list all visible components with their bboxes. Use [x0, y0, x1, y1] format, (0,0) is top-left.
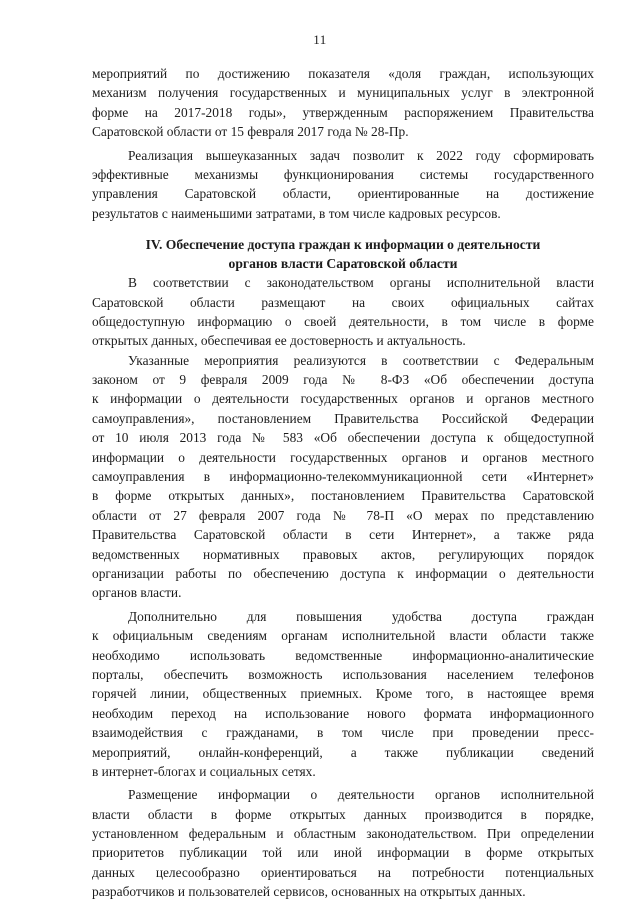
paragraph-3-line: общедоступную информацию о своей деятельности, в том числе в форме: [92, 313, 594, 329]
paragraph-6-line: Размещение информации о деятельности органов исполнительной: [128, 787, 594, 803]
paragraph-5-line: взаимодействия с гражданами, в том числе при проведении пресс-: [92, 725, 594, 741]
paragraph-1: [92, 64, 594, 142]
paragraph-3: [92, 273, 594, 351]
paragraph-4-line: органов власти.: [92, 585, 182, 601]
paragraph-4-line: законом от 9 февраля 2009 года № 8-ФЗ «Об обеспечении доступа: [92, 372, 594, 388]
paragraph-1-line: мероприятий по достижению показателя «доля граждан, использующих: [92, 66, 594, 81]
paragraph-4-line: к информации о деятельности государственных органов и органов местного: [92, 391, 594, 407]
page-number: 11: [313, 32, 327, 47]
section-heading: [92, 235, 594, 273]
section-heading-line: органов власти Саратовской области: [228, 256, 458, 272]
paragraph-5-line: горячей линии, общественных приемных. Кроме того, в настоящее время: [92, 686, 594, 702]
paragraph-4-line: от 10 июля 2013 года № 583 «Об обеспечении доступа к общедоступной: [92, 430, 594, 446]
paragraph-4-line: самоуправления», постановлением Правительства Российской Федерации: [92, 410, 594, 426]
paragraph-6: [92, 785, 594, 901]
paragraph-1-line: механизм получения государственных и муниципальных услуг в электронной: [92, 85, 594, 101]
paragraph-2-line: Реализация вышеуказанных задач позволит к 2022 году сформировать: [128, 147, 594, 163]
paragraph-6-line: приоритетов публикации той или иной информации в форме открытых: [92, 845, 594, 861]
paragraph-2: [92, 146, 594, 224]
paragraph-6-line: разработчиков и пользователей сервисов, основанных на открытых данных.: [92, 884, 526, 900]
paragraph-6-line: власти области в форме открытых данных производится в порядке,: [92, 806, 594, 822]
paragraph-5-line: мероприятий, онлайн-конференций, а также публикации сведений: [92, 744, 594, 760]
paragraph-2-line: управления Саратовской области, ориентированные на достижение: [92, 186, 594, 202]
paragraph-1-line: форме на 2017-2018 годы», утвержденным распоряжением Правительства: [92, 104, 594, 120]
paragraph-3-line: Саратовской области размещают на своих официальных сайтах: [92, 294, 594, 310]
paragraph-4-line: организации работы по обеспечению доступа к информации о деятельности: [92, 565, 594, 581]
paragraph-4-line: Указанные мероприятия реализуются в соответствии с Федеральным: [128, 352, 594, 368]
paragraph-4-line: информации о деятельности государственных органов и органов местного: [92, 449, 594, 465]
paragraph-4-line: ведомственных нормативных правовых актов, регулирующих порядок: [92, 546, 594, 562]
section-heading-line: IV. Обеспечение доступа граждан к информации о деятельности: [145, 237, 541, 253]
paragraph-6-line: установленном федеральным и областным законодательством. При определении: [92, 826, 594, 842]
paragraph-3-line: В соответствии с законодательством органы исполнительной власти: [128, 275, 594, 291]
paragraph-4: [92, 351, 594, 603]
paragraph-5-line: необходим переход на использование нового формата информационного: [92, 705, 594, 721]
paragraph-2-line: эффективные механизмы функционирования системы государственного: [92, 166, 594, 182]
paragraph-1-line: Саратовской области от 15 февраля 2017 года № 28-Пр.: [92, 124, 409, 140]
paragraph-3-line: открытых данных, обеспечивая ее достоверность и актуальность.: [92, 333, 466, 349]
document-body: [92, 64, 594, 902]
paragraph-4-line: Правительства Саратовской области в сети Интернет», а также ряда: [92, 527, 594, 543]
paragraph-5-line: в интернет-блогах и социальных сетях.: [92, 763, 316, 779]
paragraph-2-line: результатов с наименьшими затратами, в том числе кадровых ресурсов.: [92, 205, 501, 221]
paragraph-5-line: порталы, обеспечить возможность использования населением телефонов: [92, 666, 594, 682]
paragraph-4-line: области от 27 февраля 2007 года № 78-П «О мерах по представлению: [92, 507, 594, 523]
paragraph-5-line: необходимо использовать ведомственные информационно-аналитические: [92, 647, 594, 663]
paragraph-5-line: Дополнительно для повышения удобства доступа граждан: [128, 608, 594, 624]
paragraph-5-line: к официальным сведениям органам исполнительной власти области также: [92, 628, 594, 644]
paragraph-4-line: в форме открытых данных», постановлением Правительства Саратовской: [92, 488, 594, 504]
paragraph-4-line: самоуправления в информационно-телекоммуникационной сети «Интернет»: [92, 469, 594, 485]
paragraph-5: [92, 607, 594, 782]
paragraph-6-line: данных целесообразно ориентироваться на потребности потенциальных: [92, 864, 594, 880]
